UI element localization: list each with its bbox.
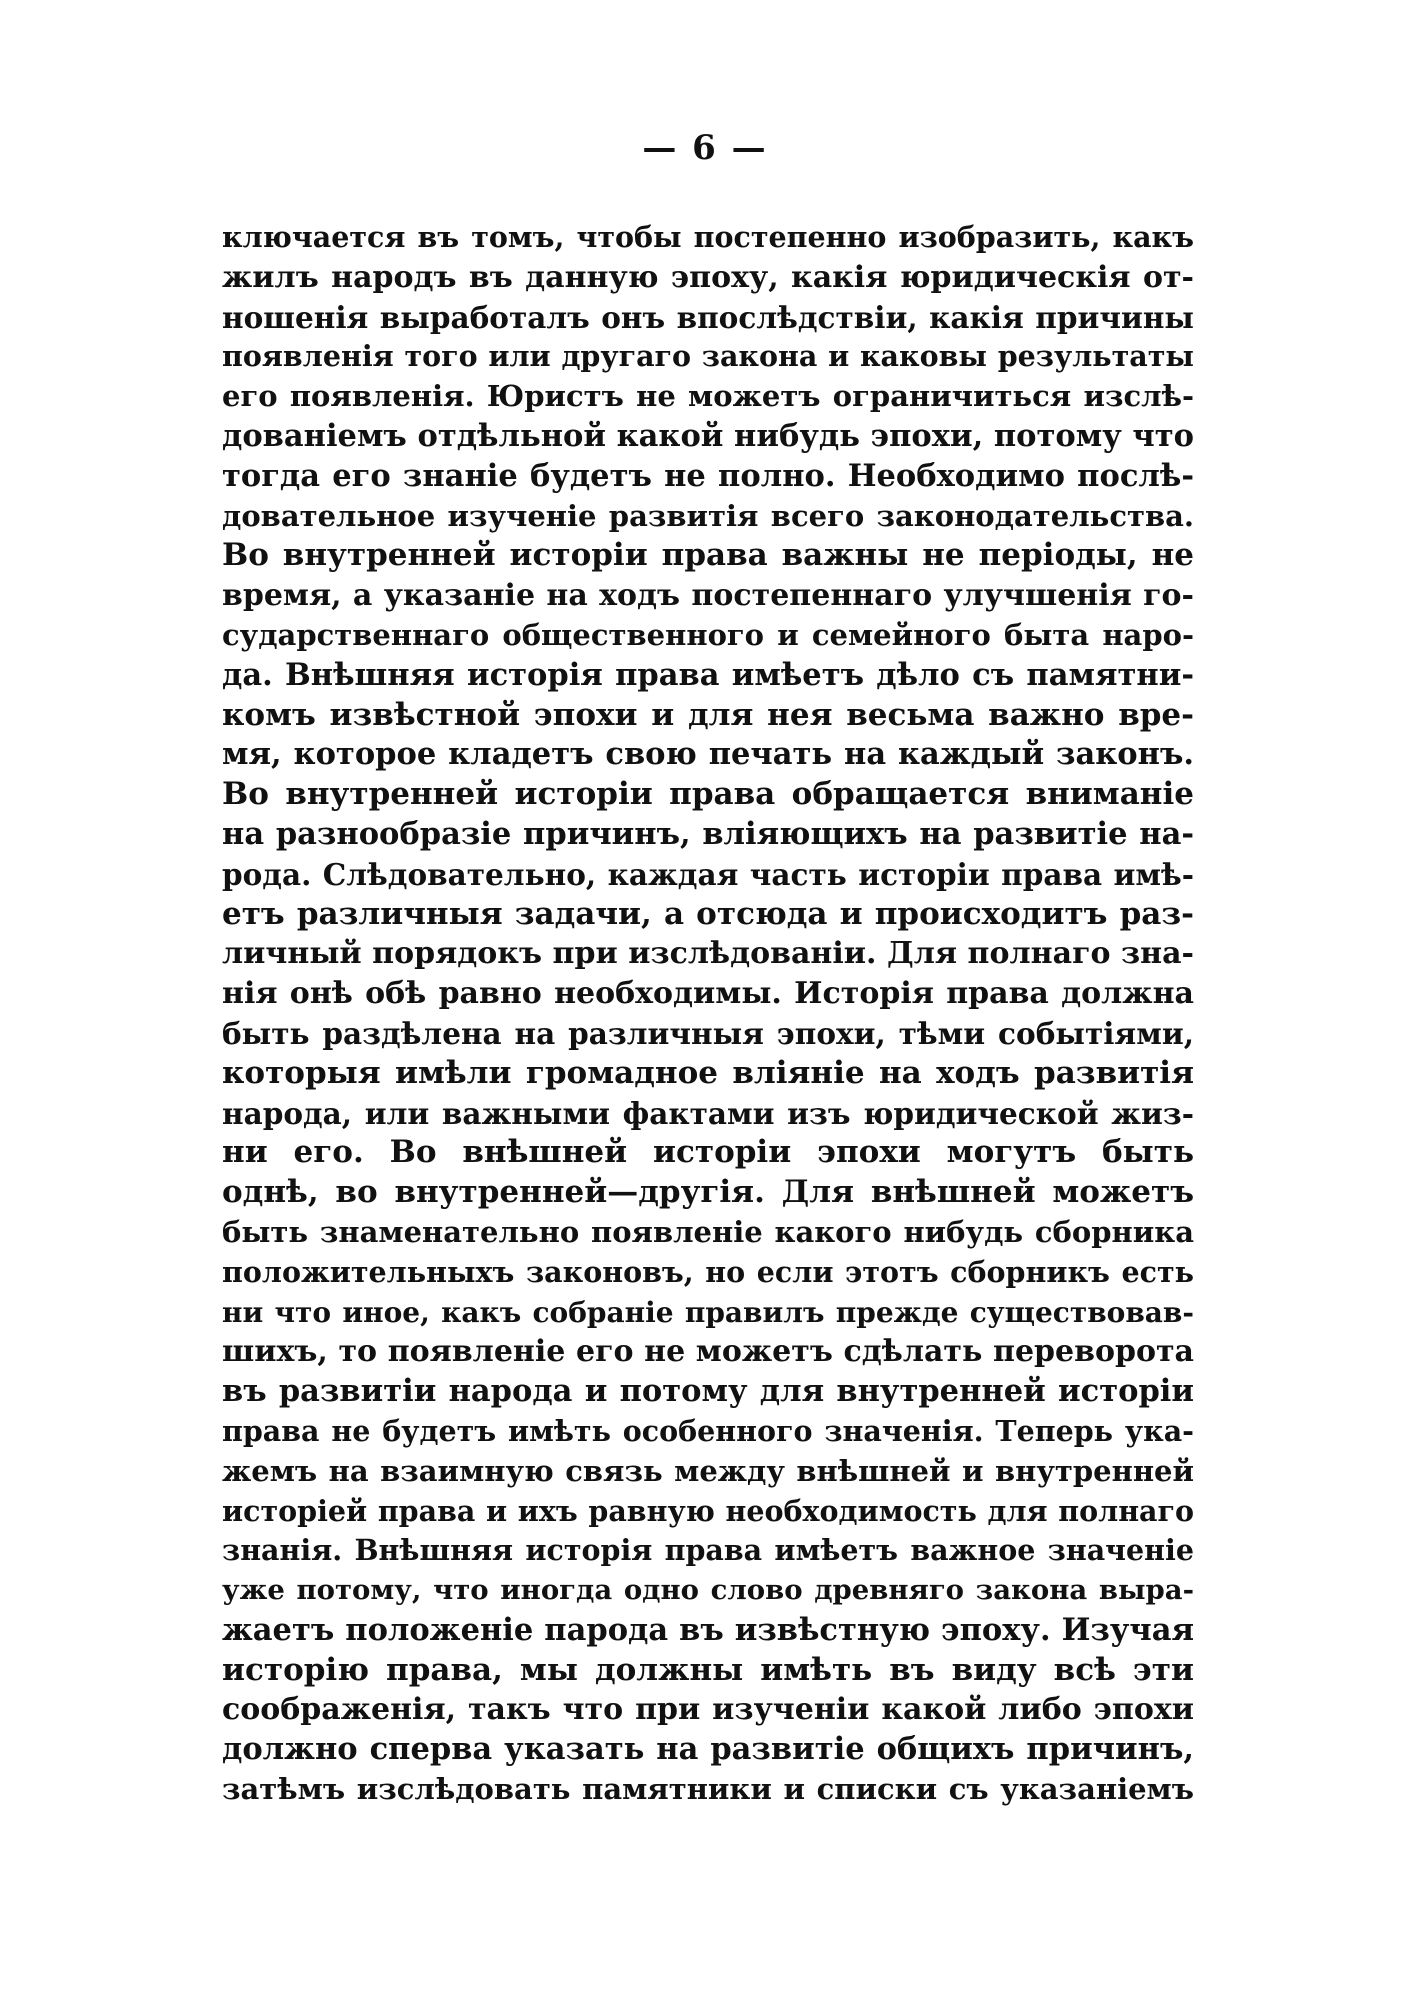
text-line: исторіей права и ихъ равную необходимость для полнаго: [222, 1493, 1194, 1528]
text-line: ни его. Во внѣшней исторіи эпохи могутъ быть: [222, 1134, 1194, 1171]
text-line: соображенія, такъ что при изученіи какой либо эпохи: [222, 1692, 1194, 1728]
text-line: уже потому, что иногда одно слово древняго закона выра-: [222, 1574, 1194, 1607]
text-line: которыя имѣли громадное вліяніе на ходъ развитія: [222, 1054, 1194, 1091]
text-line: ношенія выработалъ онъ впослѣдствіи, какія причины: [222, 299, 1194, 335]
text-line: народа, или важными фактами изъ юридической жиз-: [222, 1095, 1194, 1131]
text-line: ни что иное, какъ собраніе правилъ прежде существовав-: [222, 1295, 1194, 1329]
text-line: да. Внѣшняя исторія права имѣетъ дѣло съ памятни-: [222, 656, 1194, 693]
text-line: Во внутренней исторіи права обращается вниманіе: [222, 776, 1194, 813]
text-line: его появленія. Юристъ не можетъ ограничиться изслѣ-: [222, 379, 1194, 414]
text-line: дованіемъ отдѣльной какой нибудь эпохи, потому что: [222, 417, 1194, 454]
text-line: жилъ народъ въ данную эпоху, какія юридическія от-: [222, 259, 1194, 295]
text-line: Во внутренней исторіи права важны не періоды, не: [222, 537, 1194, 574]
text-line: жаетъ положеніе парода въ извѣстную эпоху. Изучая: [222, 1611, 1194, 1648]
text-line: мя, которое кладетъ свою печать на каждый законъ.: [222, 736, 1194, 773]
text-line: сударственнаго общественного и семейного быта наро-: [222, 617, 1194, 652]
text-line: должно сперва указать на развитіе общихъ причинъ,: [222, 1731, 1194, 1768]
text-line: шихъ, то появленіе его не можетъ сдѣлать переворота: [222, 1334, 1194, 1370]
text-line: на разнообразіе причинъ, вліяющихъ на развитіе на-: [222, 815, 1194, 852]
text-line: ключается въ томъ, чтобы постепенно изобразить, какъ: [222, 220, 1194, 254]
text-line: быть раздѣлена на различныя эпохи, тѣми событіями,: [222, 1015, 1194, 1051]
text-line: рода. Слѣдовательно, каждая часть исторіи права имѣ-: [222, 856, 1194, 892]
text-line: въ развитіи народа и потому для внутренней исторіи: [222, 1373, 1194, 1410]
text-line: быть знаменательно появленіе какого нибудь сборника: [222, 1214, 1194, 1249]
text-line: довательное изученіе развитія всего законодательства.: [222, 498, 1194, 533]
text-line: тогда его знаніе будетъ не полно. Необходимо послѣ-: [222, 457, 1194, 494]
text-line: время, а указаніе на ходъ постепеннаго улучшенія го-: [222, 578, 1194, 614]
text-line: комъ извѣстной эпохи и для нея весьма важно вре-: [222, 696, 1194, 733]
body-text: [222, 218, 1194, 1810]
text-line: однѣ, во внутренней—другія. Для внѣшней можетъ: [222, 1174, 1194, 1211]
text-line: положительныхъ законовъ, но если этотъ сборникъ есть: [222, 1254, 1194, 1289]
text-line: права не будетъ имѣть особенного значенія. Теперь ука-: [222, 1413, 1194, 1448]
page-number: — 6 —: [642, 128, 768, 168]
text-line: жемъ на взаимную связь между внѣшней и внутренней: [222, 1453, 1194, 1488]
text-line: затѣмъ изслѣдовать памятники и списки съ указаніемъ: [222, 1772, 1194, 1807]
text-line: исторію права, мы должны имѣть въ виду всѣ эти: [222, 1651, 1194, 1688]
text-line: нія онѣ обѣ равно необходимы. Исторія права должна: [222, 976, 1194, 1012]
text-line: появленія того или другаго закона и каковы результаты: [222, 339, 1194, 374]
text-line: знанія. Внѣшняя исторія права имѣетъ важное значеніе: [222, 1533, 1194, 1568]
text-line: етъ различныя задачи, а отсюда и происходитъ раз-: [222, 895, 1194, 932]
text-line: личный порядокъ при изслѣдованіи. Для полнаго зна-: [222, 936, 1194, 972]
